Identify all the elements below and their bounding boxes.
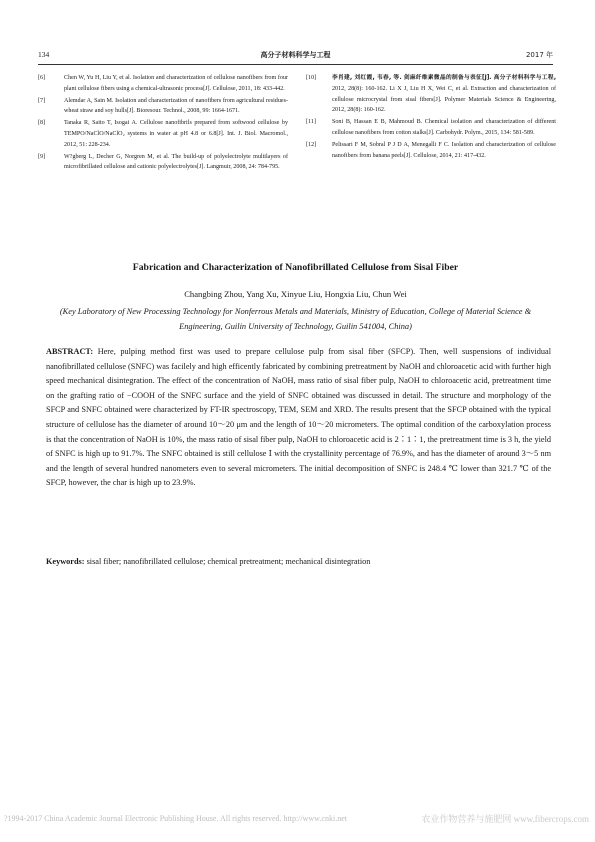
reference-text-chinese: 李肖建, 刘红霞, 韦春, 等. 剑麻纤维素微晶的制备与表征[J]. 高分子材料科学与工程,: [332, 75, 556, 81]
reference-text-english: 2012, 28(8): 160-162. Li X J, Liu H X, Wei C, et al. Extraction and characterization of cellulose microcrystal from sisal fibers[J]. Polymer Materials Science & Engineering, 2012, 28(8): 160-162.: [332, 85, 556, 114]
references-left-column: [38, 73, 288, 174]
reference-text: W?gberg L, Decher G, Norgren M, et al. The build-up of polyelectrolyte multilayers of microfibrillated cellulose and cationic polyelectrolytes[J]. Langmuir, 2008, 24: 784-795.: [64, 153, 288, 171]
watermark: 农业作物营养与施肥网 www.fibercrops.com: [421, 814, 589, 824]
page-footer: [0, 812, 595, 828]
page-number: 134: [38, 50, 50, 59]
references-right-column: [306, 73, 556, 162]
reference-item: [38, 96, 288, 118]
page-header: [38, 50, 553, 64]
keywords-text: sisal fiber; nanofibrillated cellulose; chemical pretreatment; mechanical disintegration: [86, 557, 371, 566]
reference-number: [11]: [306, 119, 316, 126]
reference-number: [8]: [38, 120, 46, 127]
keywords: [46, 557, 551, 566]
reference-item: [38, 73, 288, 95]
abstract: [46, 345, 551, 491]
reference-text: Tanaka R, Saito T, Isogai A. Cellulose nanofibrils prepared from softwood cellulose by TEMPO/NaClO/NaClO₂ systems in water at pH 4.8 or 6.8[J]. Int. J. Biol. Macromol., 2012, 51: 228-234.: [64, 120, 288, 148]
reference-item: [306, 140, 556, 162]
reference-number: [12]: [306, 141, 317, 148]
reference-text: Alemdar A, Sain M. Isolation and characterization of nanofibers from agricultural residues-wheat straw and soy hulls[J]. Bioresour. Technol., 2008, 99: 1664-1671.: [64, 97, 288, 115]
header-rule: [38, 64, 553, 65]
reference-text: [332, 73, 556, 116]
reference-item: [38, 152, 288, 174]
article-authors: Changbing Zhou, Yang Xu, Xinyue Liu, Hongxia Liu, Chun Wei: [184, 289, 407, 299]
reference-item: [306, 73, 556, 116]
journal-title: 高分子材料科学与工程: [260, 51, 331, 59]
abstract-text: Here, pulping method first was used to prepare cellulose pulp from sisal fiber (SFCP). Then, well suspensions of individual nanofibrillated cellulose (SNFC) was facilely and high efficently fabricated by combining pretreatment by NaOH and chloroacetic acid with further high speed mechanical disintegration. The effect of the concentration of NaOH, mass ratio of sisal fiber pulp, NaOH to chloroacetic acid, pretreatment time on the grafting ratio of −COOH of the SNFC surface and the yield of SNFC obtained was discussed in detail. The structure and morphology of the SFCP and SNFC obtained were characterized by FT-IR spectroscopy, TEM, SEM and XRD. The results present that the SFCP obtained with the typical structure of cellulose has the diameter of around 10～20 μm and the length of 10～20 micrometers. The optimal condition of the carboxylation process is that the concentration of NaOH is 10%, the mass ratio of sisal fiber pulp, NaOH to chloroacetic acid is 2∶1∶1, the pretreatment time is 3 h, the yield of SNFC is high up to 91.7%. The SNFC obtained is still cellulose Ⅰ with the crystallinity percentage of 76.9%, and has the diameter of around 3～5 nm and the length of several hundred nanometers even to several micrometers. The initial decomposition of SNFC is 248.4 ℃ lower than 321.7 ℃ of the SFCP, however, the char is high up to 23.9%.: [46, 347, 551, 488]
article-affiliation: (Key Laboratory of New Processing Technology for Nonferrous Metals and Materials, Ministry of Education, College of Material Science & Engineering, Guilin University of Technology, Guilin 541004, China): [59, 307, 532, 331]
copyright-notice: ?1994-2017 China Academic Journal Electronic Publishing House. All rights reserved. http://www.cnki.net: [4, 814, 347, 823]
reference-number: [6]: [38, 75, 46, 81]
publication-year: 2017 年: [525, 51, 553, 59]
abstract-label: ABSTRACT:: [46, 347, 94, 356]
reference-number: [9]: [38, 153, 46, 160]
reference-item: [38, 118, 288, 150]
reference-number: [10]: [306, 75, 317, 81]
reference-text: Pelissari F M, Sobral P J D A, Menegalli F C. Isolation and characterization of cellulose nanofibers from banana peels[J]. Cellulose, 2014, 21: 417-432.: [332, 141, 556, 159]
reference-text: Chen W, Yu H, Liu Y, et al. Isolation and characterization of cellulose nanofibers from four plant cellulose fibers using a chemical-ultrasonic process[J]. Cellulose, 2011, 18: 433-442.: [64, 75, 288, 92]
keywords-label: Keywords:: [46, 557, 85, 566]
reference-text: Soni B, Hassan E B, Mahmoud B. Chemical isolation and characterization of different cellulose nanofibers from cotton stalks[J]. Carbohydr. Polym., 2015, 134: 581-589.: [332, 119, 556, 136]
reference-number: [7]: [38, 97, 46, 104]
article-title: Fabrication and Characterization of Nanofibrillated Cellulose from Sisal Fiber: [132, 262, 459, 273]
reference-item: [306, 117, 556, 139]
